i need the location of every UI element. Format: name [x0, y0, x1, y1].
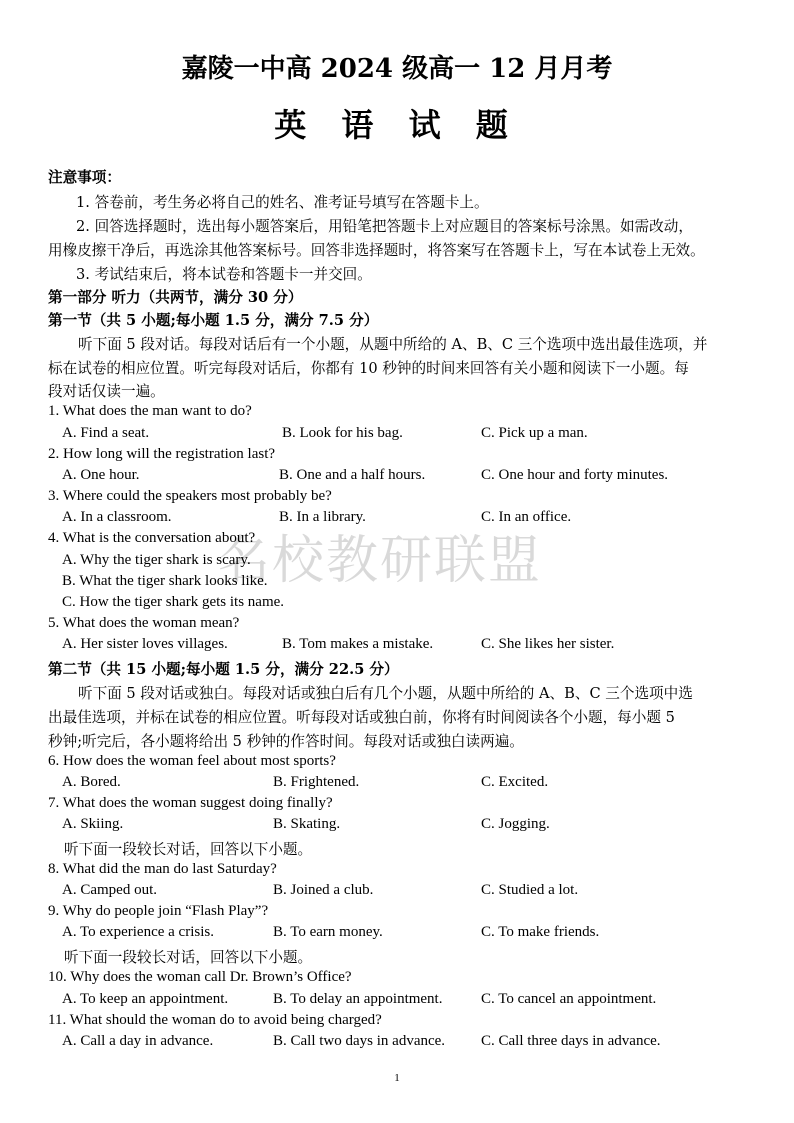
option-b: B. Look for his bag. [282, 425, 403, 441]
question-stem: 7. What does the woman suggest doing finally? [48, 795, 333, 811]
notice-item-2-line-2: 用橡皮擦干净后，再选涂其他答案标号。回答非选择题时，将答案写在答题卡上，写在本试卷上无效。 [48, 242, 705, 259]
option-c: C. Excited. [481, 774, 549, 790]
option-a: A. One hour. [62, 467, 140, 483]
option-c: C. Studied a lot. [481, 882, 579, 898]
section2-heading: 第二节（共 15 小题;每小题 1.5 分，满分 22.5 分） [48, 661, 399, 678]
section2-instruction-line-2: 出最佳选项，并标在试卷的相应位置。听每段对话或独白前，你将有时间阅读各个小题，每小题 5 [48, 709, 675, 726]
long-dialogue-note: 听下面一段较长对话，回答以下小题。 [64, 949, 313, 966]
question-stem: 5. What does the woman mean? [48, 615, 240, 631]
option-a: A. Why the tiger shark is scary. [62, 552, 251, 568]
option-a: A. Call a day in advance. [62, 1033, 214, 1049]
question-stem: 2. How long will the registration last? [48, 446, 276, 462]
section1-instruction-line-1: 听下面 5 段对话。每段对话后有一个小题，从题中所给的 A、B、C 三个选项中选出最佳选项，并 [78, 336, 708, 353]
option-b: B. Call two days in advance. [273, 1033, 446, 1049]
option-b: B. Frightened. [273, 774, 360, 790]
part1-heading: 第一部分 听力（共两节，满分 30 分） [48, 289, 303, 306]
option-c: C. One hour and forty minutes. [481, 467, 669, 483]
option-a: A. Camped out. [62, 882, 157, 898]
watermark: 名校教研联盟 [218, 531, 543, 591]
option-a: A. Skiing. [62, 816, 124, 832]
option-c: C. Pick up a man. [481, 425, 588, 441]
option-b: B. What the tiger shark looks like. [62, 573, 268, 589]
option-b: B. Tom makes a mistake. [282, 636, 434, 652]
notice-heading: 注意事项： [48, 169, 121, 186]
question-stem: 10. Why does the woman call Dr. Brown’s Office? [48, 969, 352, 985]
page-number: 1 [394, 1072, 400, 1084]
notice-item-3: 3. 考试结束后，将本试卷和答题卡一并交回。 [76, 266, 372, 283]
option-c: C. Call three days in advance. [481, 1033, 661, 1049]
question-stem: 4. What is the conversation about? [48, 530, 256, 546]
option-c: C. To make friends. [481, 924, 600, 940]
option-b: B. To delay an appointment. [273, 991, 443, 1007]
notice-item-1: 1. 答卷前，考生务必将自己的姓名、准考证号填写在答题卡上。 [76, 194, 489, 211]
option-a: A. Her sister loves villages. [62, 636, 228, 652]
option-b: B. To earn money. [273, 924, 383, 940]
option-a: A. To experience a crisis. [62, 924, 214, 940]
option-a: A. In a classroom. [62, 509, 172, 525]
section2-instruction-line-3: 秒钟;听完后，各小题将给出 5 秒钟的作答时间。每段对话或独白读两遍。 [48, 733, 524, 750]
question-stem: 9. Why do people join “Flash Play”? [48, 903, 269, 919]
long-dialogue-note: 听下面一段较长对话，回答以下小题。 [64, 841, 313, 858]
option-c: C. How the tiger shark gets its name. [62, 594, 285, 610]
option-c: C. To cancel an appointment. [481, 991, 657, 1007]
section2-instruction-line-1: 听下面 5 段对话或独白。每段对话或独白后有几个小题，从题中所给的 A、B、C 三个选项中选 [78, 685, 693, 702]
section1-instruction-line-3: 段对话仅读一遍。 [48, 383, 165, 400]
question-stem: 11. What should the woman do to avoid being charged? [48, 1012, 382, 1028]
option-b: B. One and a half hours. [279, 467, 426, 483]
option-a: A. Bored. [62, 774, 121, 790]
option-c: C. In an office. [481, 509, 572, 525]
notice-item-2-line-1: 2. 回答选择题时，选出每小题答案后，用铅笔把答题卡上对应题目的答案标号涂黑。如需改动， [76, 218, 693, 235]
section1-heading: 第一节（共 5 小题;每小题 1.5 分，满分 7.5 分） [48, 312, 379, 329]
option-b: B. Skating. [273, 816, 341, 832]
subject-title: 英 语 试 题 [274, 106, 520, 144]
option-a: A. Find a seat. [62, 425, 150, 441]
option-b: B. In a library. [279, 509, 366, 525]
option-c: C. She likes her sister. [481, 636, 615, 652]
question-stem: 8. What did the man do last Saturday? [48, 861, 277, 877]
question-stem: 1. What does the man want to do? [48, 403, 252, 419]
section1-instruction-line-2: 标在试卷的相应位置。听完每段对话后，你都有 10 秒钟的时间来回答有关小题和阅读下一小题。每 [48, 360, 689, 377]
exam-title: 嘉陵一中高 2024 级高一 12 月月考 [181, 54, 613, 84]
question-stem: 3. Where could the speakers most probably be? [48, 488, 332, 504]
question-stem: 6. How does the woman feel about most sports? [48, 753, 336, 769]
option-b: B. Joined a club. [273, 882, 374, 898]
option-a: A. To keep an appointment. [62, 991, 229, 1007]
option-c: C. Jogging. [481, 816, 550, 832]
